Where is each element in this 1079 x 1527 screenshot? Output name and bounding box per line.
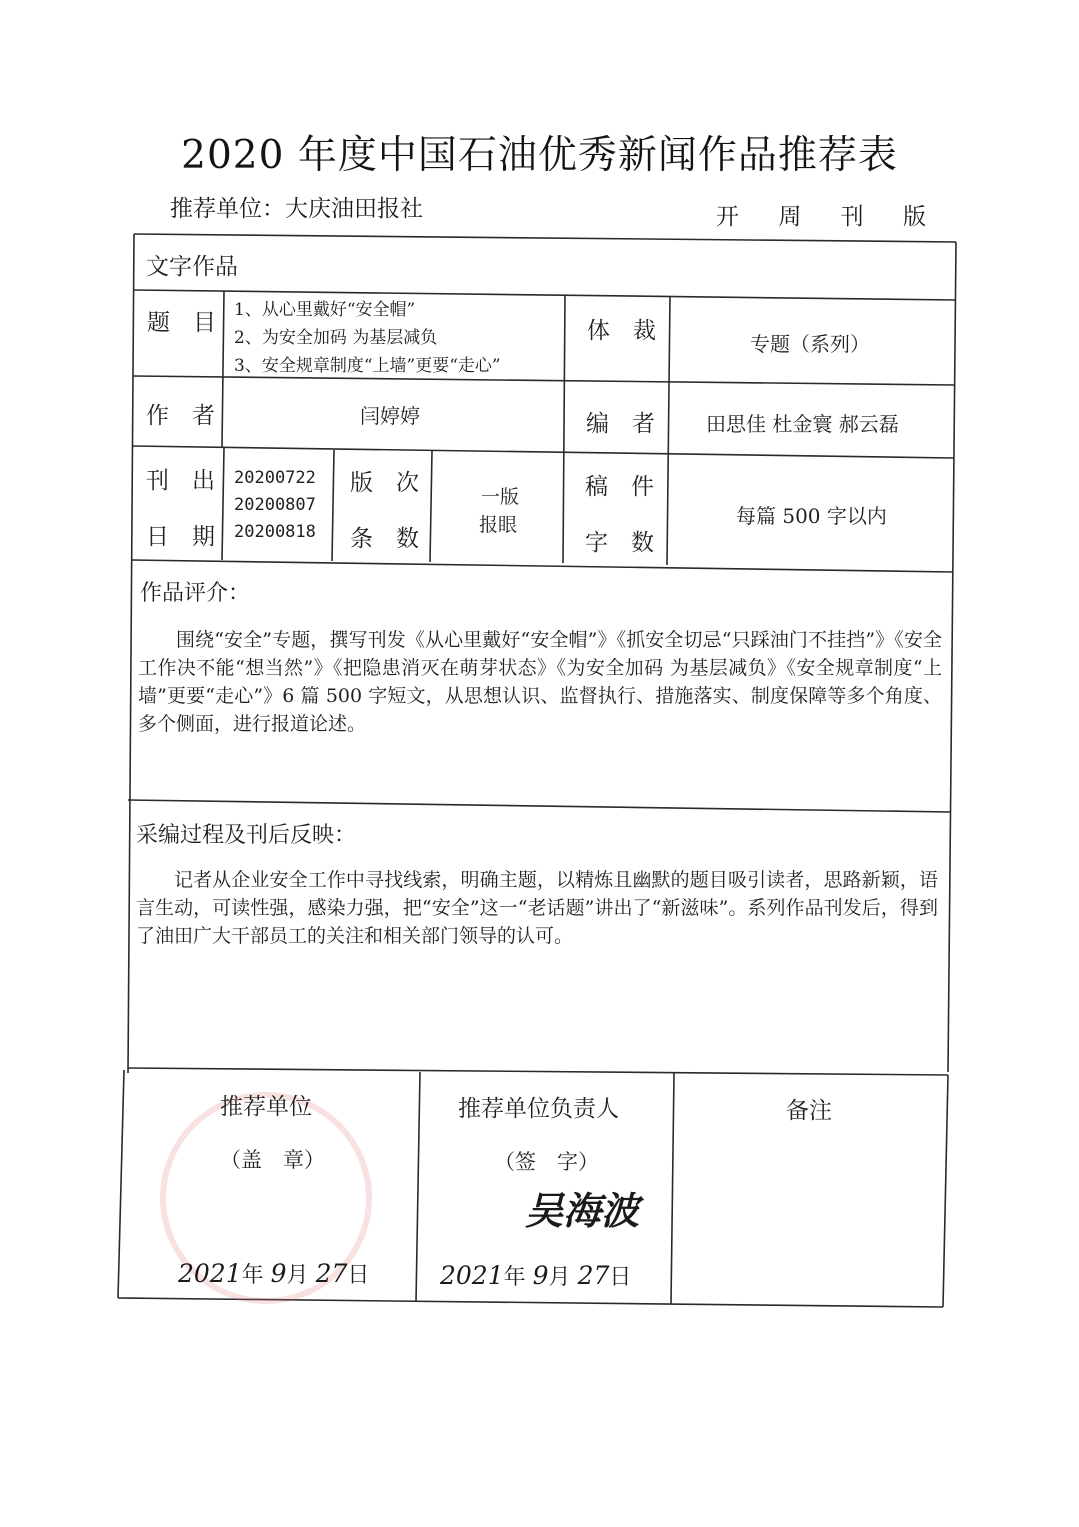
author-value: 闫婷婷 [360, 404, 420, 428]
edition-label-bottom: 条 数 [350, 526, 419, 552]
freq-char: 开 [716, 204, 739, 230]
page-title: 2020 年度中国石油优秀新闻作品推荐表 [181, 133, 898, 178]
edition-value-top: 一版 [480, 486, 519, 508]
title-item: 3、安全规章制度“上墙”更要“走心” [234, 356, 501, 376]
leader-sub: （签 字） [494, 1150, 599, 1174]
genre-label: 体 裁 [587, 318, 656, 344]
date-year-unit: 年 [503, 1265, 526, 1290]
leader-label: 推荐单位负责人 [458, 1096, 619, 1122]
title-item: 2、为安全加码 为基层减负 [234, 328, 438, 348]
unit-date [178, 1258, 369, 1289]
leader-date [440, 1260, 631, 1291]
review-text: 围绕“安全”专题，撰写刊发《从心里戴好“安全帽”》《抓安全切忌“只踩油门不挂挡”》《安全工作决不能“想当然”》《把隐患消灭在萌芽状态》《为安全加码 为基层减负》《安全规章制度“上墙”更要“走心”》6 篇 500 字短文，从思想认识、监督执行、措施落实、制度保障等多个角度、多个侧面，进行报道论述。 [138, 629, 942, 735]
pub-date: 20200722 [234, 468, 316, 488]
editor-label: 编 者 [586, 411, 655, 437]
process-text: 记者从企业安全工作中寻找线索，明确主题，以精炼且幽默的题目吸引读者，思路新颖，语言生动，可读性强，感染力强，把“安全”这一“老话题”讲出了“新滋味”。系列作品刊发后，得到了油田广大干部员工的关注和相关部门领导的认可。 [136, 869, 938, 947]
recommending-unit: 推荐单位：大庆油田报社 [170, 196, 423, 222]
freq-char: 刊 [840, 204, 864, 230]
pub-date-label-top: 刊 出 [146, 468, 215, 494]
edition-value-bottom: 报眼 [478, 514, 517, 536]
title-label: 题 目 [147, 310, 216, 336]
notes-label: 备注 [786, 1098, 832, 1124]
word-count-label-top: 稿 件 [585, 474, 654, 500]
date-day-unit: 日 [609, 1265, 632, 1290]
editor-value: 田思佳 杜金寰 郝云磊 [706, 412, 899, 436]
title-item: 1、从心里戴好“安全帽” [234, 300, 416, 320]
unit-seal-label: 推荐单位 [220, 1094, 312, 1120]
date-year: 2021 [178, 1259, 242, 1288]
title-list [234, 296, 501, 380]
date-year-unit: 年 [241, 1263, 264, 1288]
date-year: 2021 [440, 1261, 504, 1290]
category-label: 文字作品 [146, 254, 238, 280]
word-count-value: 每篇 500 字以内 [736, 504, 887, 528]
edition-label-top: 版 次 [350, 470, 419, 496]
freq-char: 周 [778, 204, 802, 230]
date-day: 27 [577, 1261, 610, 1290]
date-month-unit: 月 [286, 1263, 309, 1288]
process-label: 采编过程及刊后反映： [136, 823, 357, 848]
word-count-label-bottom: 字 数 [585, 530, 654, 556]
genre-value: 专题（系列） [750, 332, 870, 356]
pub-date: 20200807 [234, 495, 316, 515]
date-month: 9 [270, 1259, 287, 1288]
pub-date-label-bottom: 日 期 [146, 524, 215, 550]
unit-seal-sub: （盖 章） [220, 1148, 325, 1172]
date-day: 27 [315, 1259, 348, 1288]
pub-date: 20200818 [234, 522, 316, 542]
leader-signature: 吴海波 [525, 1188, 640, 1233]
author-label: 作 者 [146, 403, 215, 429]
date-month: 9 [532, 1261, 549, 1290]
date-day-unit: 日 [347, 1263, 370, 1288]
freq-char: 版 [902, 204, 926, 230]
date-month-unit: 月 [548, 1265, 571, 1290]
review-label: 作品评介： [140, 581, 251, 606]
pub-date-list [234, 465, 316, 546]
